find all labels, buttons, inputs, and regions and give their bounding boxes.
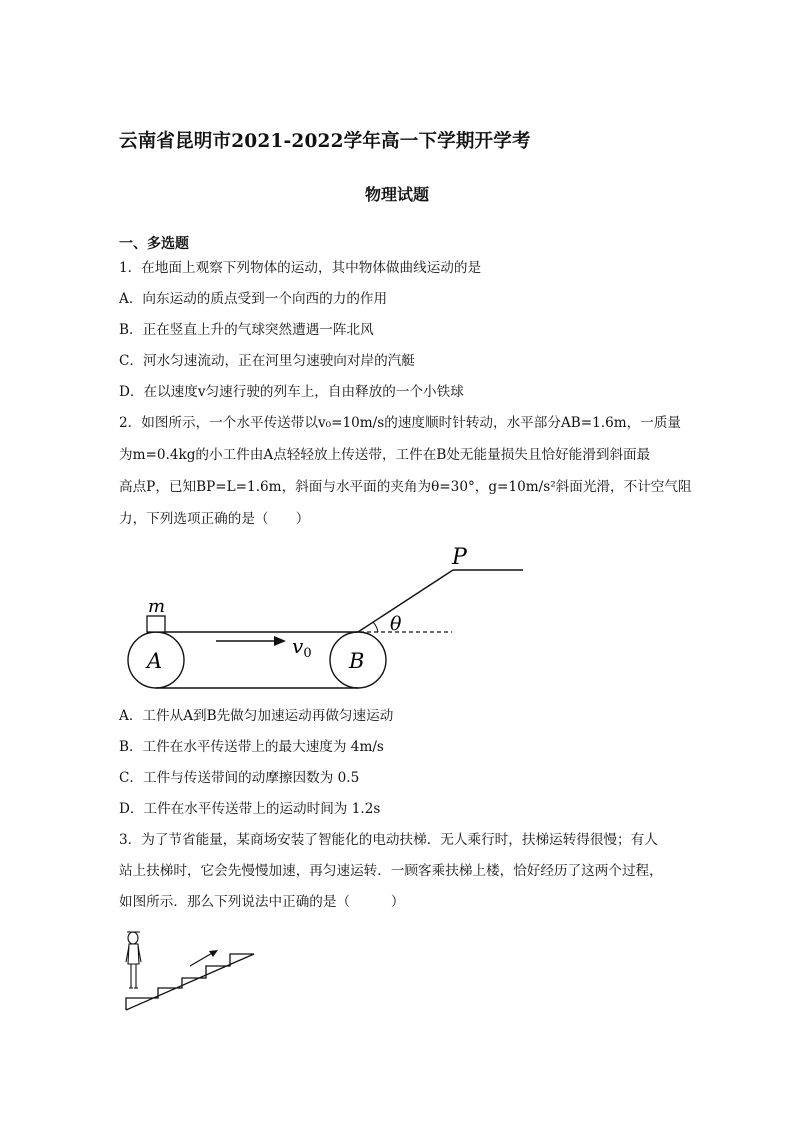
q2-option-c: C．工件与传送带间的动摩擦因数为 0.5 bbox=[119, 770, 360, 786]
q2-stem-line-2: 为m=0.4kg的小工件由A点轻轻放上传送带，工件在B处无能量损失且恰好能滑到斜面最 bbox=[119, 447, 651, 463]
q2-option-d: D．工件在水平传送带上的运动时间为 1.2s bbox=[119, 801, 381, 817]
q1-option-c: C．河水匀速流动，正在河里匀速驶向对岸的汽艇 bbox=[119, 353, 415, 369]
angle-arc bbox=[373, 622, 378, 632]
q1-stem: 1．在地面上观察下列物体的运动，其中物体做曲线运动的是 bbox=[119, 260, 482, 276]
q3-stem-line-3: 如图所示．那么下列说法中正确的是（ ） bbox=[119, 894, 405, 910]
q1-option-a: A．向东运动的质点受到一个向西的力的作用 bbox=[119, 291, 388, 307]
escalator-steps bbox=[126, 954, 254, 1010]
label-v0: $v_0$ bbox=[292, 634, 312, 661]
title-line-2: 物理试题 bbox=[364, 185, 429, 204]
title-line-1: 云南省昆明市2021-2022学年高一下学期开学考 bbox=[119, 131, 531, 152]
escalator-diagram bbox=[120, 922, 260, 1017]
q1-option-d: D．在以速度v匀速行驶的列车上，自由释放的一个小铁球 bbox=[119, 384, 464, 400]
q1-option-b: B．正在竖直上升的气球突然遭遇一阵北风 bbox=[119, 322, 374, 338]
block-m bbox=[147, 616, 165, 632]
q2-option-a: A．工件从A到B先做匀加速运动再做匀速运动 bbox=[119, 708, 394, 724]
q2-option-b: B．工件在水平传送带上的最大速度为 4m/s bbox=[119, 739, 384, 755]
velocity-arrowhead bbox=[274, 636, 286, 646]
escalator-arrow bbox=[190, 952, 214, 966]
person-figure bbox=[126, 932, 141, 988]
incline-line bbox=[358, 570, 453, 632]
label-m: m bbox=[148, 596, 166, 617]
q3-stem-line-2: 站上扶梯时，它会先慢慢加速，再匀速运转．一顾客乘扶梯上楼，恰好经历了这两个过程， bbox=[119, 863, 663, 879]
label-theta: θ bbox=[390, 613, 402, 635]
q2-stem-line-4: 力，下列选项正确的是（ ） bbox=[119, 511, 310, 527]
q2-stem-line-1: 2．如图所示，一个水平传送带以v₀=10m/s的速度顺时针转动，水平部分AB=1.6m，一质量 bbox=[119, 415, 682, 431]
q2-stem-line-3: 高点P，已知BP=L=1.6m，斜面与水平面的夹角为θ=30°，g=10m/s²斜面光滑，不计空气阻 bbox=[119, 479, 692, 495]
q3-stem-line-1: 3．为了节省能量，某商场安装了智能化的电动扶梯．无人乘行时，扶梯运转得很慢；有人 bbox=[119, 832, 658, 848]
conveyor-belt-diagram bbox=[120, 540, 540, 695]
label-A: A bbox=[147, 649, 163, 673]
label-P: P bbox=[452, 545, 467, 570]
section-heading: 一、多选题 bbox=[119, 236, 189, 252]
label-B: B bbox=[349, 649, 365, 673]
